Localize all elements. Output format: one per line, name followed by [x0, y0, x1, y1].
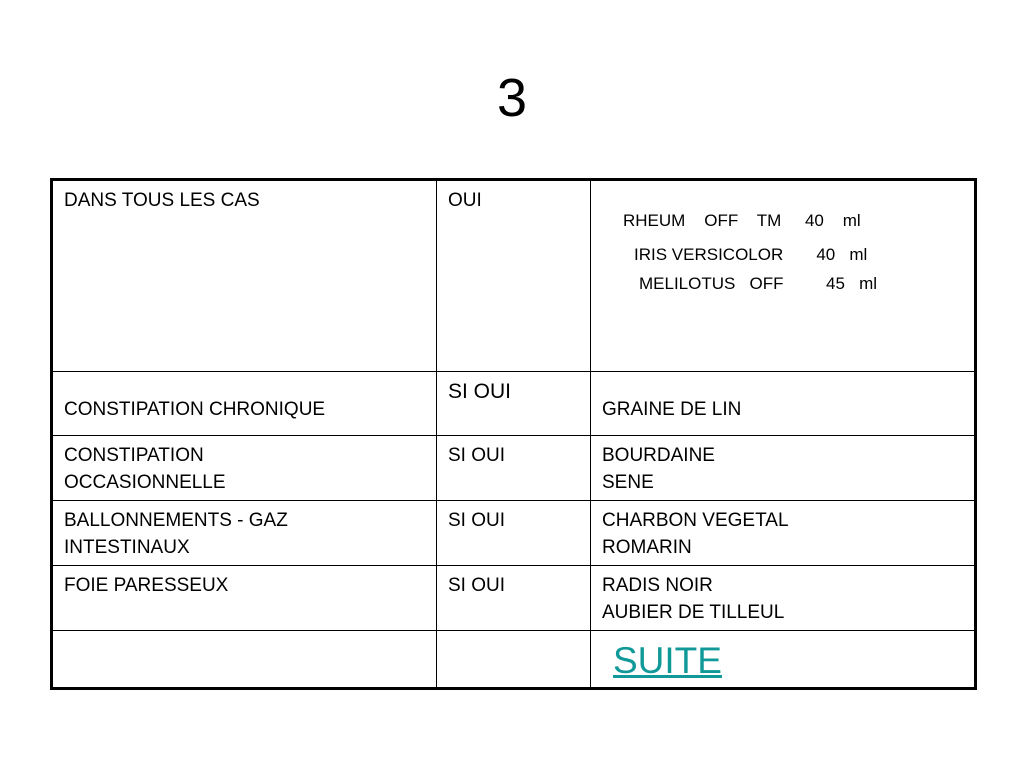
table-row	[52, 501, 976, 566]
remedy-cell	[591, 436, 976, 501]
table-row	[52, 436, 976, 501]
condition-text: OCCASIONNELLE	[64, 472, 226, 493]
empty-cell	[437, 631, 591, 689]
condition-cell	[52, 372, 437, 436]
answer-cell	[437, 180, 591, 372]
remedies-table	[50, 178, 977, 690]
condition-text: FOIE PARESSEUX	[64, 575, 229, 596]
answer-text: SI OUI	[448, 445, 506, 466]
remedy-line: IRIS VERSICOLOR 40 ml	[634, 245, 868, 264]
table-row	[52, 631, 976, 689]
link-cell	[591, 631, 976, 689]
remedy-line: RADIS NOIR	[602, 575, 713, 596]
condition-cell	[52, 566, 437, 631]
condition-cell	[52, 180, 437, 372]
table-row	[52, 372, 976, 436]
remedy-cell	[591, 501, 976, 566]
slide-title: 3	[496, 68, 528, 128]
condition-text: CONSTIPATION	[64, 445, 204, 466]
answer-cell	[437, 501, 591, 566]
remedy-line: CHARBON VEGETAL	[602, 510, 789, 531]
answer-text: SI OUI	[448, 380, 512, 403]
remedy-cell	[591, 372, 976, 436]
remedy-line: GRAINE DE LIN	[602, 399, 742, 420]
remedy-line: RHEUM OFF TM 40 ml	[623, 211, 861, 230]
remedy-line: BOURDAINE	[602, 445, 715, 466]
condition-text: CONSTIPATION CHRONIQUE	[64, 399, 326, 420]
answer-text: SI OUI	[448, 510, 506, 531]
remedy-line: MELILOTUS OFF 45 ml	[639, 274, 878, 293]
answer-cell	[437, 566, 591, 631]
condition-text: INTESTINAUX	[64, 537, 190, 558]
condition-text: DANS TOUS LES CAS	[64, 190, 260, 211]
answer-cell	[437, 372, 591, 436]
remedy-line: SENE	[602, 472, 654, 493]
suite-link[interactable]: SUITE	[613, 640, 722, 681]
remedy-line: ROMARIN	[602, 537, 692, 558]
empty-cell	[52, 631, 437, 689]
remedy-cell	[591, 566, 976, 631]
condition-cell	[52, 501, 437, 566]
answer-text: OUI	[448, 190, 482, 211]
remedy-cell	[591, 180, 976, 372]
table-row	[52, 180, 976, 372]
condition-text: BALLONNEMENTS - GAZ	[64, 510, 288, 531]
remedy-list	[602, 187, 964, 367]
answer-text: SI OUI	[448, 575, 506, 596]
remedy-line: AUBIER DE TILLEUL	[602, 602, 785, 623]
answer-cell	[437, 436, 591, 501]
table-row	[52, 566, 976, 631]
condition-cell	[52, 436, 437, 501]
